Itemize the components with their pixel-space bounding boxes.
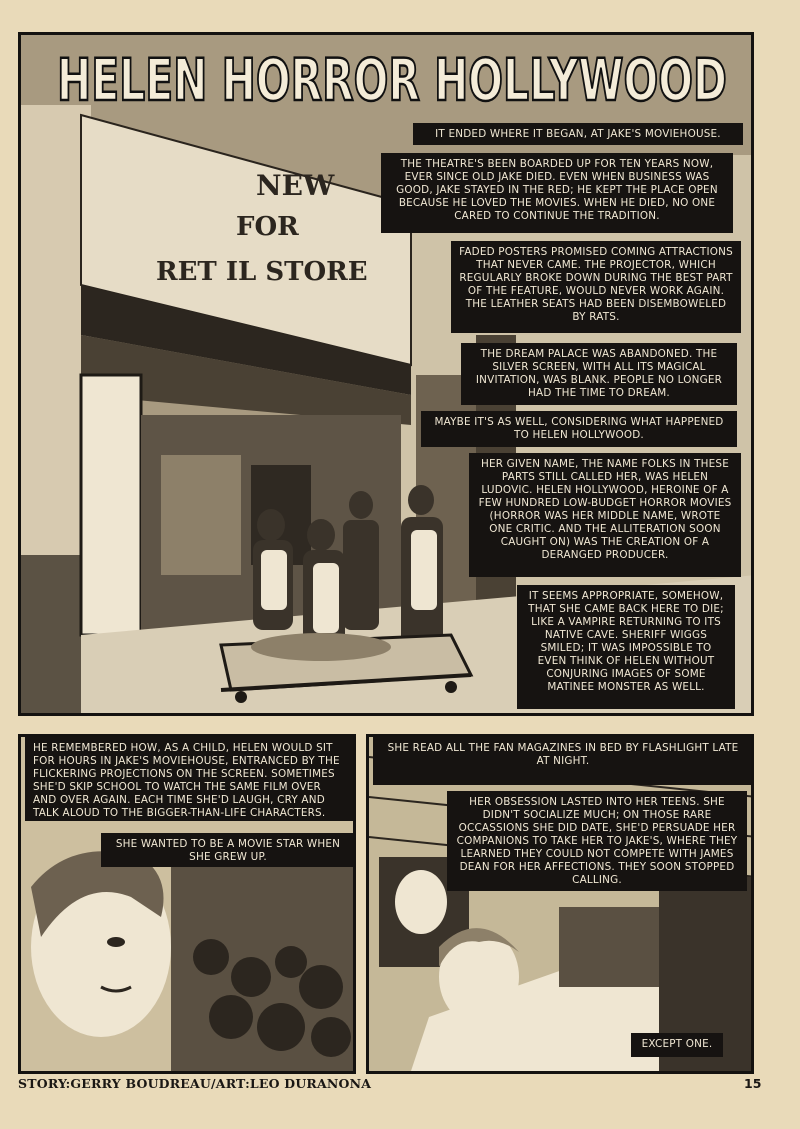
caption-11: HER OBSESSION LASTED INTO HER TEENS. SHE DIDN'T SOCIALIZE MUCH; ON THOSE RARE OCCASSIONS SHE DID DATE, SHE'D PERSUADE HER COMPANIONS TO TAKE HER TO JAKE'S, WHERE THEY LEARNED THEY COULD NOT COMPETE WITH JAMES DEAN FOR HER AFFECTIONS. THEY SOON STOPPED CALLING. xyxy=(447,791,747,891)
caption-1: IT ENDED WHERE IT BEGAN, AT JAKE'S MOVIEHOUSE. xyxy=(413,123,743,145)
caption-10: SHE READ ALL THE FAN MAGAZINES IN BED BY FLASHLIGHT LATE AT NIGHT. xyxy=(373,737,753,785)
caption-9: SHE WANTED TO BE A MOVIE STAR WHEN SHE GREW UP. xyxy=(101,833,355,867)
story-credits: STORY:GERRY BOUDREAU/ART:LEO DURANONA xyxy=(18,1076,372,1091)
story-title xyxy=(52,40,732,112)
panel-theatre-exterior xyxy=(18,32,754,716)
caption-7: IT SEEMS APPROPRIATE, SOMEHOW, THAT SHE CAME BACK HERE TO DIE; LIKE A VAMPIRE RETURNING TO ITS NATIVE CAVE. SHERIFF WIGGS SMILED; IT WAS IMPOSSIBLE TO EVEN THINK OF HELEN WITHOUT CONJURING IMAGES OF SOME MATINEE MONSTER AS WELL. xyxy=(517,585,735,709)
caption-3: FADED POSTERS PROMISED COMING ATTRACTIONS THAT NEVER CAME. THE PROJECTOR, WHICH REGULARLY BROKE DOWN DURING THE BEST PART OF THE FEATURE, WOULD NEVER WORK AGAIN. THE LEATHER SEATS HAD BEEN DISEMBOWELED BY RATS. xyxy=(451,241,741,333)
caption-2: THE THEATRE'S BEEN BOARDED UP FOR TEN YEARS NOW, EVER SINCE OLD JAKE DIED. EVEN WHEN BUSINESS WAS GOOD, JAKE STAYED IN THE RED; HE KEPT THE PLACE OPEN BECAUSE HE LOVED THE MOVIES. WHEN HE DIED, NO ONE CARED TO CONTINUE THE TRADITION. xyxy=(381,153,733,233)
caption-6: HER GIVEN NAME, THE NAME FOLKS IN THESE PARTS STILL CALLED HER, WAS HELEN LUDOVIC. HELEN HOLLYWOOD, HEROINE OF A FEW HUNDRED LOW-BUDGET HORROR MOVIES (HORROR WAS HER MIDDLE NAME, WROTE ONE CRITIC. AND THE ALLITERATION SOON CAUGHT ON) WAS THE CREATION OF A DERANGED PRODUCER. xyxy=(469,453,741,577)
marquee-line-1: NEW xyxy=(256,169,335,202)
story-title-text: HELEN HORROR HOLLYWOOD xyxy=(57,46,727,112)
panel-teens xyxy=(366,734,754,1074)
caption-5: MAYBE IT'S AS WELL, CONSIDERING WHAT HAPPENED TO HELEN HOLLYWOOD. xyxy=(421,411,737,447)
caption-8: HE REMEMBERED HOW, AS A CHILD, HELEN WOULD SIT FOR HOURS IN JAKE'S MOVIEHOUSE, ENTRANCED BY THE FLICKERING PROJECTIONS ON THE SCREEN. SOMETIMES SHE'D SKIP SCHOOL TO WATCH THE SAME FILM OVER AND OVER AGAIN. EACH TIME SHE'D LAUGH, CRY AND TALK ALOUD TO THE BIGGER-THAN-LIFE CHARACTERS. xyxy=(25,737,355,821)
caption-4: THE DREAM PALACE WAS ABANDONED. THE SILVER SCREEN, WITH ALL ITS MAGICAL INVITATION, WAS BLANK. PEOPLE NO LONGER HAD THE TIME TO DREAM. xyxy=(461,343,737,405)
caption-12: EXCEPT ONE. xyxy=(631,1033,723,1057)
marquee-line-3: RET IL STORE xyxy=(156,257,368,287)
page-number: 15 xyxy=(744,1076,762,1091)
teens-illustration xyxy=(369,737,754,1074)
panel-childhood xyxy=(18,734,356,1074)
marquee-line-2: FOR xyxy=(236,212,299,242)
